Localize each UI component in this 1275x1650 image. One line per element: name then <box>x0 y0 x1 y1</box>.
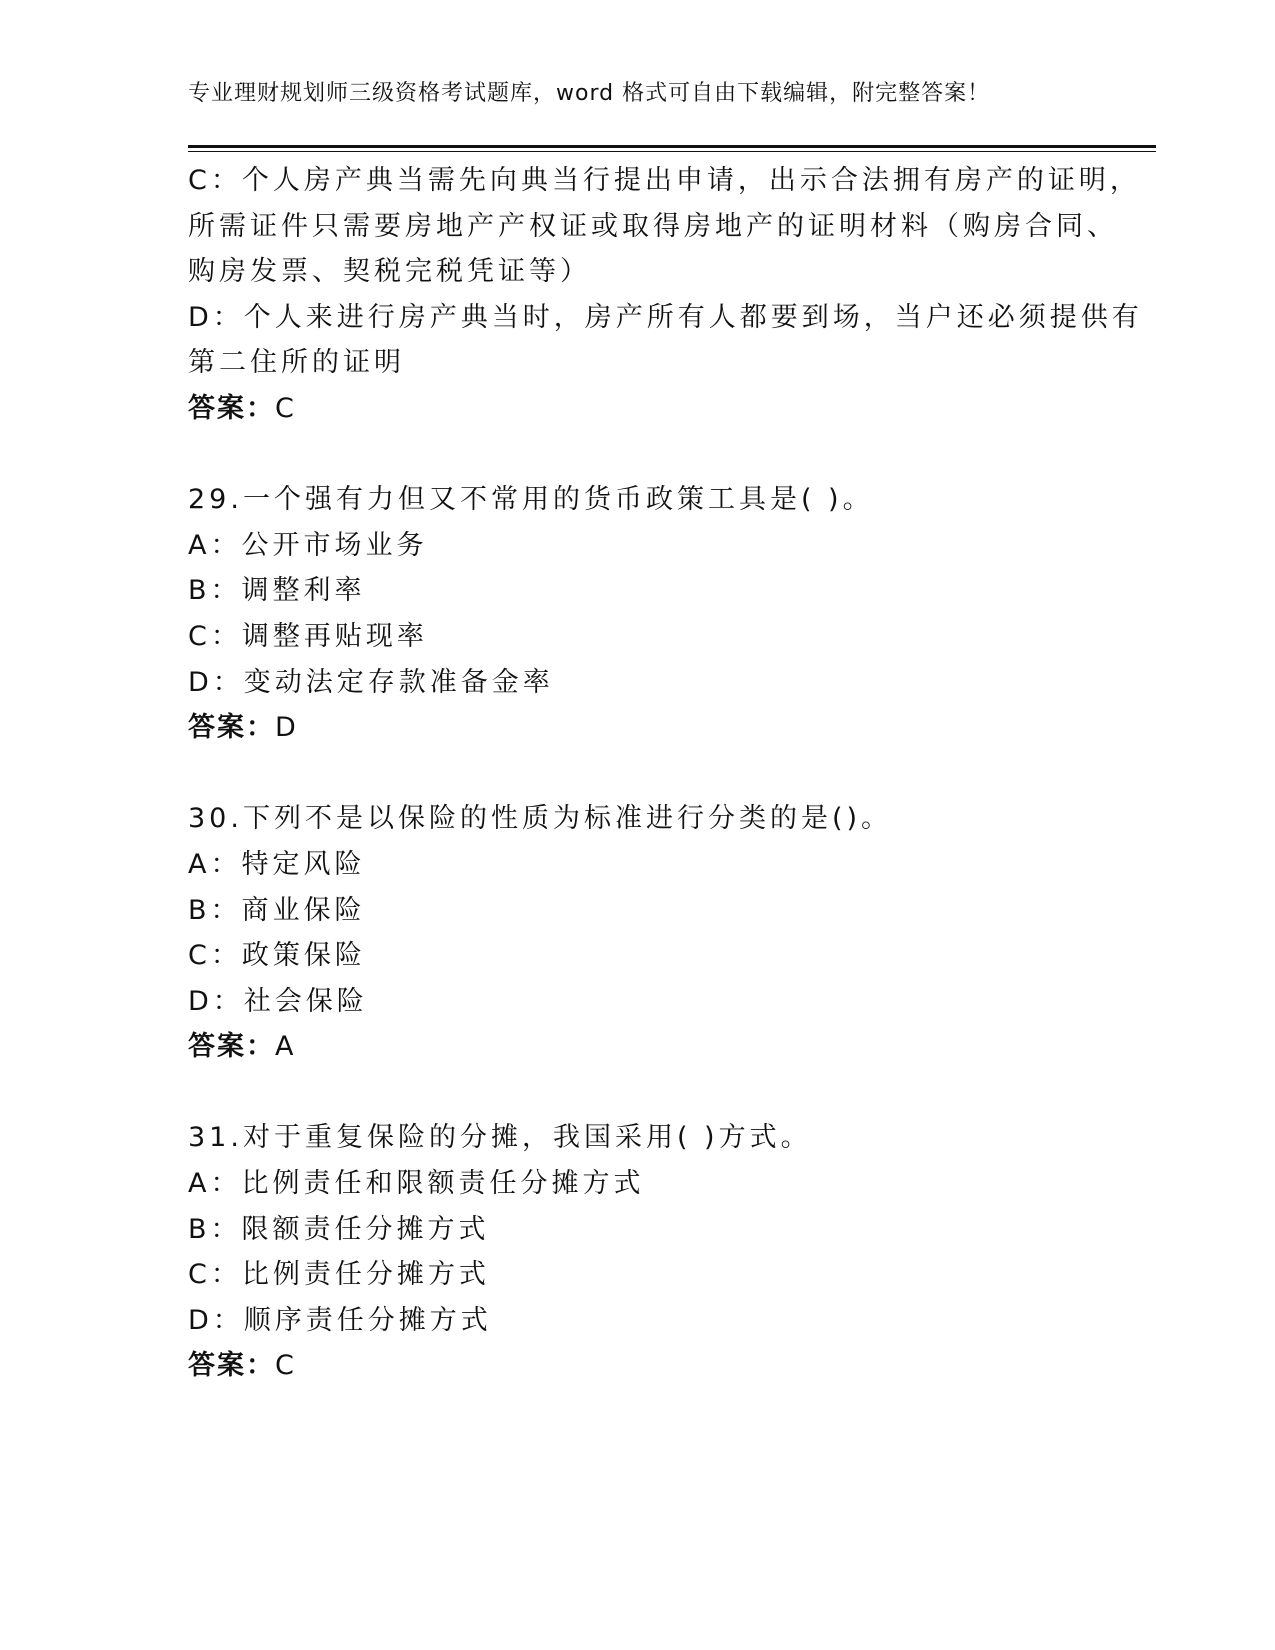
spacer <box>188 432 1088 478</box>
answer-line <box>188 1343 1088 1389</box>
answer-label: 答案： <box>188 1031 275 1063</box>
spacer <box>188 1070 1088 1116</box>
option-line: 第二住所的证明 <box>188 347 405 379</box>
answer-label: 答案： <box>188 392 275 424</box>
answer-line <box>188 1024 1088 1070</box>
question-block-28 <box>188 158 1143 432</box>
answer-label: 答案： <box>188 712 275 744</box>
option-b: B：限额责任分摊方式 <box>188 1213 490 1245</box>
answer-value: D <box>275 712 298 744</box>
document-body <box>188 158 1143 1389</box>
option-c: C：政策保险 <box>188 940 366 972</box>
question-stem: 30.下列不是以保险的性质为标准进行分类的是()。 <box>188 803 893 835</box>
question-block-31 <box>188 1115 1088 1389</box>
option-a: A：公开市场业务 <box>188 529 428 561</box>
answer-value: A <box>275 1031 296 1063</box>
header-rule-thick <box>188 145 1156 148</box>
option-d: D：顺序责任分摊方式 <box>188 1304 492 1336</box>
answer-label: 答案： <box>188 1350 275 1382</box>
question-block-30 <box>188 796 1088 1070</box>
option-line: D：个人来进行房产典当时，房产所有人都要到场，当户还必须提供有 <box>188 301 1143 333</box>
option-d: D：社会保险 <box>188 985 368 1017</box>
page-header: 专业理财规划师三级资格考试题库，word 格式可自由下载编辑，附完整答案！ <box>188 81 991 106</box>
answer-value: C <box>275 392 296 424</box>
option-line: 购房发票、契税完税凭证等） <box>188 256 591 288</box>
option-line: C：个人房产典当需先向典当行提出申请，出示合法拥有房产的证明， <box>188 165 1141 196</box>
answer-value: C <box>275 1350 296 1382</box>
header-rule-thin <box>188 151 1156 152</box>
option-c: C：调整再贴现率 <box>188 620 428 652</box>
answer-line <box>188 386 1088 432</box>
option-b: B：商业保险 <box>188 894 366 926</box>
question-stem: 29.一个强有力但又不常用的货币政策工具是( )。 <box>188 484 874 516</box>
answer-line <box>188 705 1088 751</box>
option-a: A：比例责任和限额责任分摊方式 <box>188 1168 645 1200</box>
option-c: C：比例责任分摊方式 <box>188 1259 490 1291</box>
question-stem: 31.对于重复保险的分摊，我国采用( )方式。 <box>188 1122 812 1154</box>
question-block-29 <box>188 477 1088 751</box>
spacer <box>188 751 1088 797</box>
option-d: D：变动法定存款准备金率 <box>188 666 554 698</box>
option-b: B：调整利率 <box>188 575 366 607</box>
option-a: A：特定风险 <box>188 848 366 880</box>
option-line: 所需证件只需要房地产产权证或取得房地产的证明材料（购房合同、 <box>188 210 1118 242</box>
